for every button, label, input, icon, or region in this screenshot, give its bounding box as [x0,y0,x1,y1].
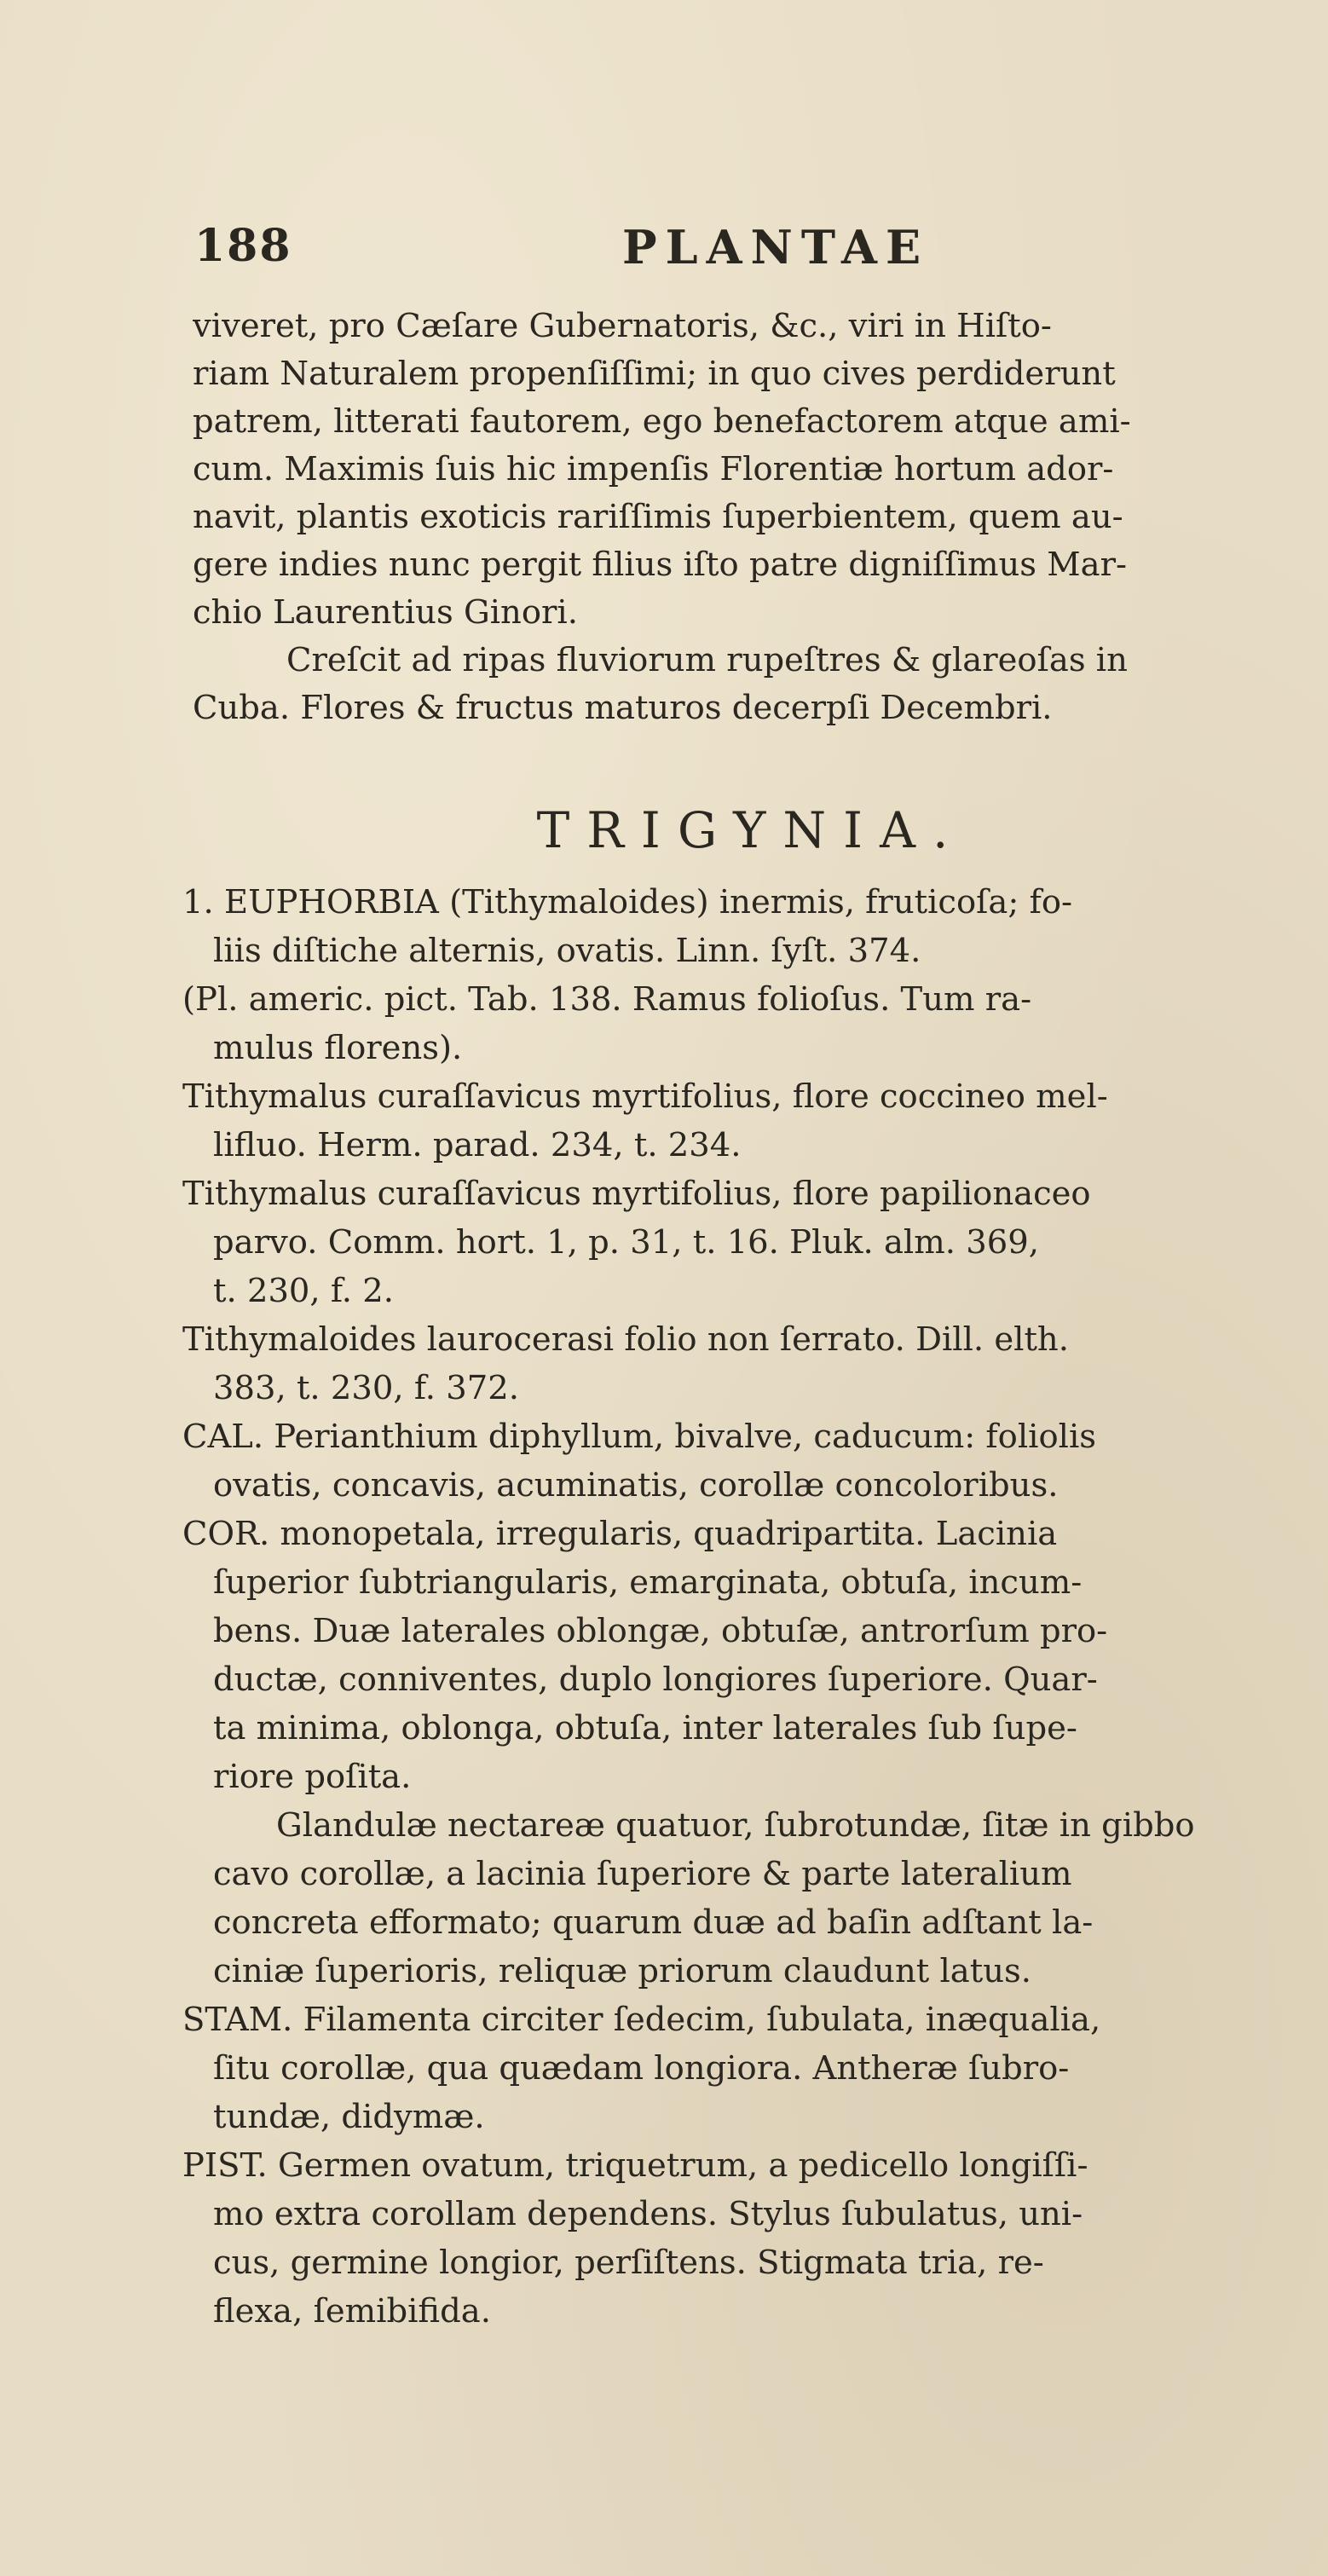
text-line: gere indies nunc pergit filius iſto patre digniſſimus Mar- [193,546,1128,584]
species-line: 383, t. 230, f. 372. [213,1369,519,1407]
species-line: cus, germine longior, perſiſtens. Stigmata tria, re- [213,2244,1044,2282]
species-line: ſuperior ſubtriangularis, emarginata, obtuſa, incum- [213,1563,1083,1602]
species-line: ta minima, oblonga, obtuſa, inter laterales ſub ſupe- [213,1709,1077,1747]
species-line: Tithymalus curaſſavicus myrtifolius, flore coccineo mel- [182,1077,1108,1116]
text-line: navit, plantis exoticis rariſſimis ſuperbientem, quem au- [193,498,1123,536]
page-number: 188 [194,220,292,272]
running-head [194,220,1302,280]
species-line: COR. monopetala, irregularis, quadripartita. Lacinia [182,1515,1058,1553]
species-line: Tithymalus curaſſavicus myrtifolius, flore papilionaceo [182,1175,1091,1213]
species-line: riore poſita. [213,1758,412,1796]
species-line: mulus florens). [213,1029,463,1067]
species-line: Glandulæ nectareæ quatuor, ſubrotundæ, ſitæ in gibbo [276,1806,1195,1845]
species-description [182,878,1309,2336]
species-line: ciniæ ſuperioris, reliquæ priorum claudunt latus. [213,1952,1031,1990]
species-line: liis diſtiche alternis, ovatis. Linn. ſyſt. 374. [213,932,921,970]
species-line: Tithymaloides laurocerasi folio non ſerrato. Dill. elth. [182,1320,1069,1359]
species-line: lifluo. Herm. parad. 234, t. 234. [213,1126,742,1164]
species-line: PIST. Germen ovatum, triquetrum, a pedicello longiſſi- [182,2146,1088,2185]
species-line: CAL. Perianthium diphyllum, bivalve, caducum: foliolis [182,1418,1097,1456]
species-line: parvo. Comm. hort. 1, p. 31, t. 16. Pluk. alm. 369, [213,1223,1039,1262]
species-line: ſitu corollæ, qua quædam longiora. Antheræ ſubro- [213,2049,1070,2088]
species-line: concreta efformato; quarum duæ ad baſin adſtant la- [213,1903,1094,1942]
text-line: viveret, pro Cæſare Gubernatoris, &c., viri in Hiſto- [193,307,1052,345]
species-line: STAM. Filamenta circiter ſedecim, ſubulata, inæqualia, [182,2001,1101,2039]
species-line: ductæ, conniventes, duplo longiores ſuperiore. Quar- [213,1661,1098,1699]
species-line: cavo corollæ, a lacinia ſuperiore & parte lateralium [213,1855,1072,1893]
text-line: riam Naturalem propenſiſſimi; in quo cives perdiderunt [193,355,1116,393]
section-heading: TRIGYNIA. [536,801,966,859]
species-line: ovatis, concavis, acuminatis, corollæ concoloribus. [213,1466,1059,1505]
text-line: patrem, litterati fautorem, ego benefactorem atque ami- [193,402,1131,441]
text-line: cum. Maximis ſuis hic impenſis Florentiæ hortum ador- [193,450,1114,488]
species-line: mo extra corollam dependens. Stylus ſubulatus, uni- [213,2195,1083,2233]
species-line: (Pl. americ. pict. Tab. 138. Ramus folioſus. Tum ra- [182,980,1032,1019]
habitat-line: Creſcit ad ripas fluviorum rupeſtres & glareoſas in [286,641,1128,679]
species-line: 1. EUPHORBIA (Tithymaloides) inermis, fruticoſa; fo- [182,883,1073,921]
page-header-title: PLANTAE [622,220,930,274]
species-line: flexa, ſemibifida. [213,2292,491,2331]
text-line: chio Laurentius Ginori. [193,593,578,632]
habitat-line: Cuba. Flores & fructus maturos decerpſi Decembri. [193,689,1053,727]
intro-paragraph [193,303,1309,732]
species-line: bens. Duæ laterales oblongæ, obtuſæ, antrorſum pro- [213,1612,1108,1650]
species-line: tundæ, didymæ. [213,2098,485,2136]
species-line: t. 230, f. 2. [213,1272,394,1310]
